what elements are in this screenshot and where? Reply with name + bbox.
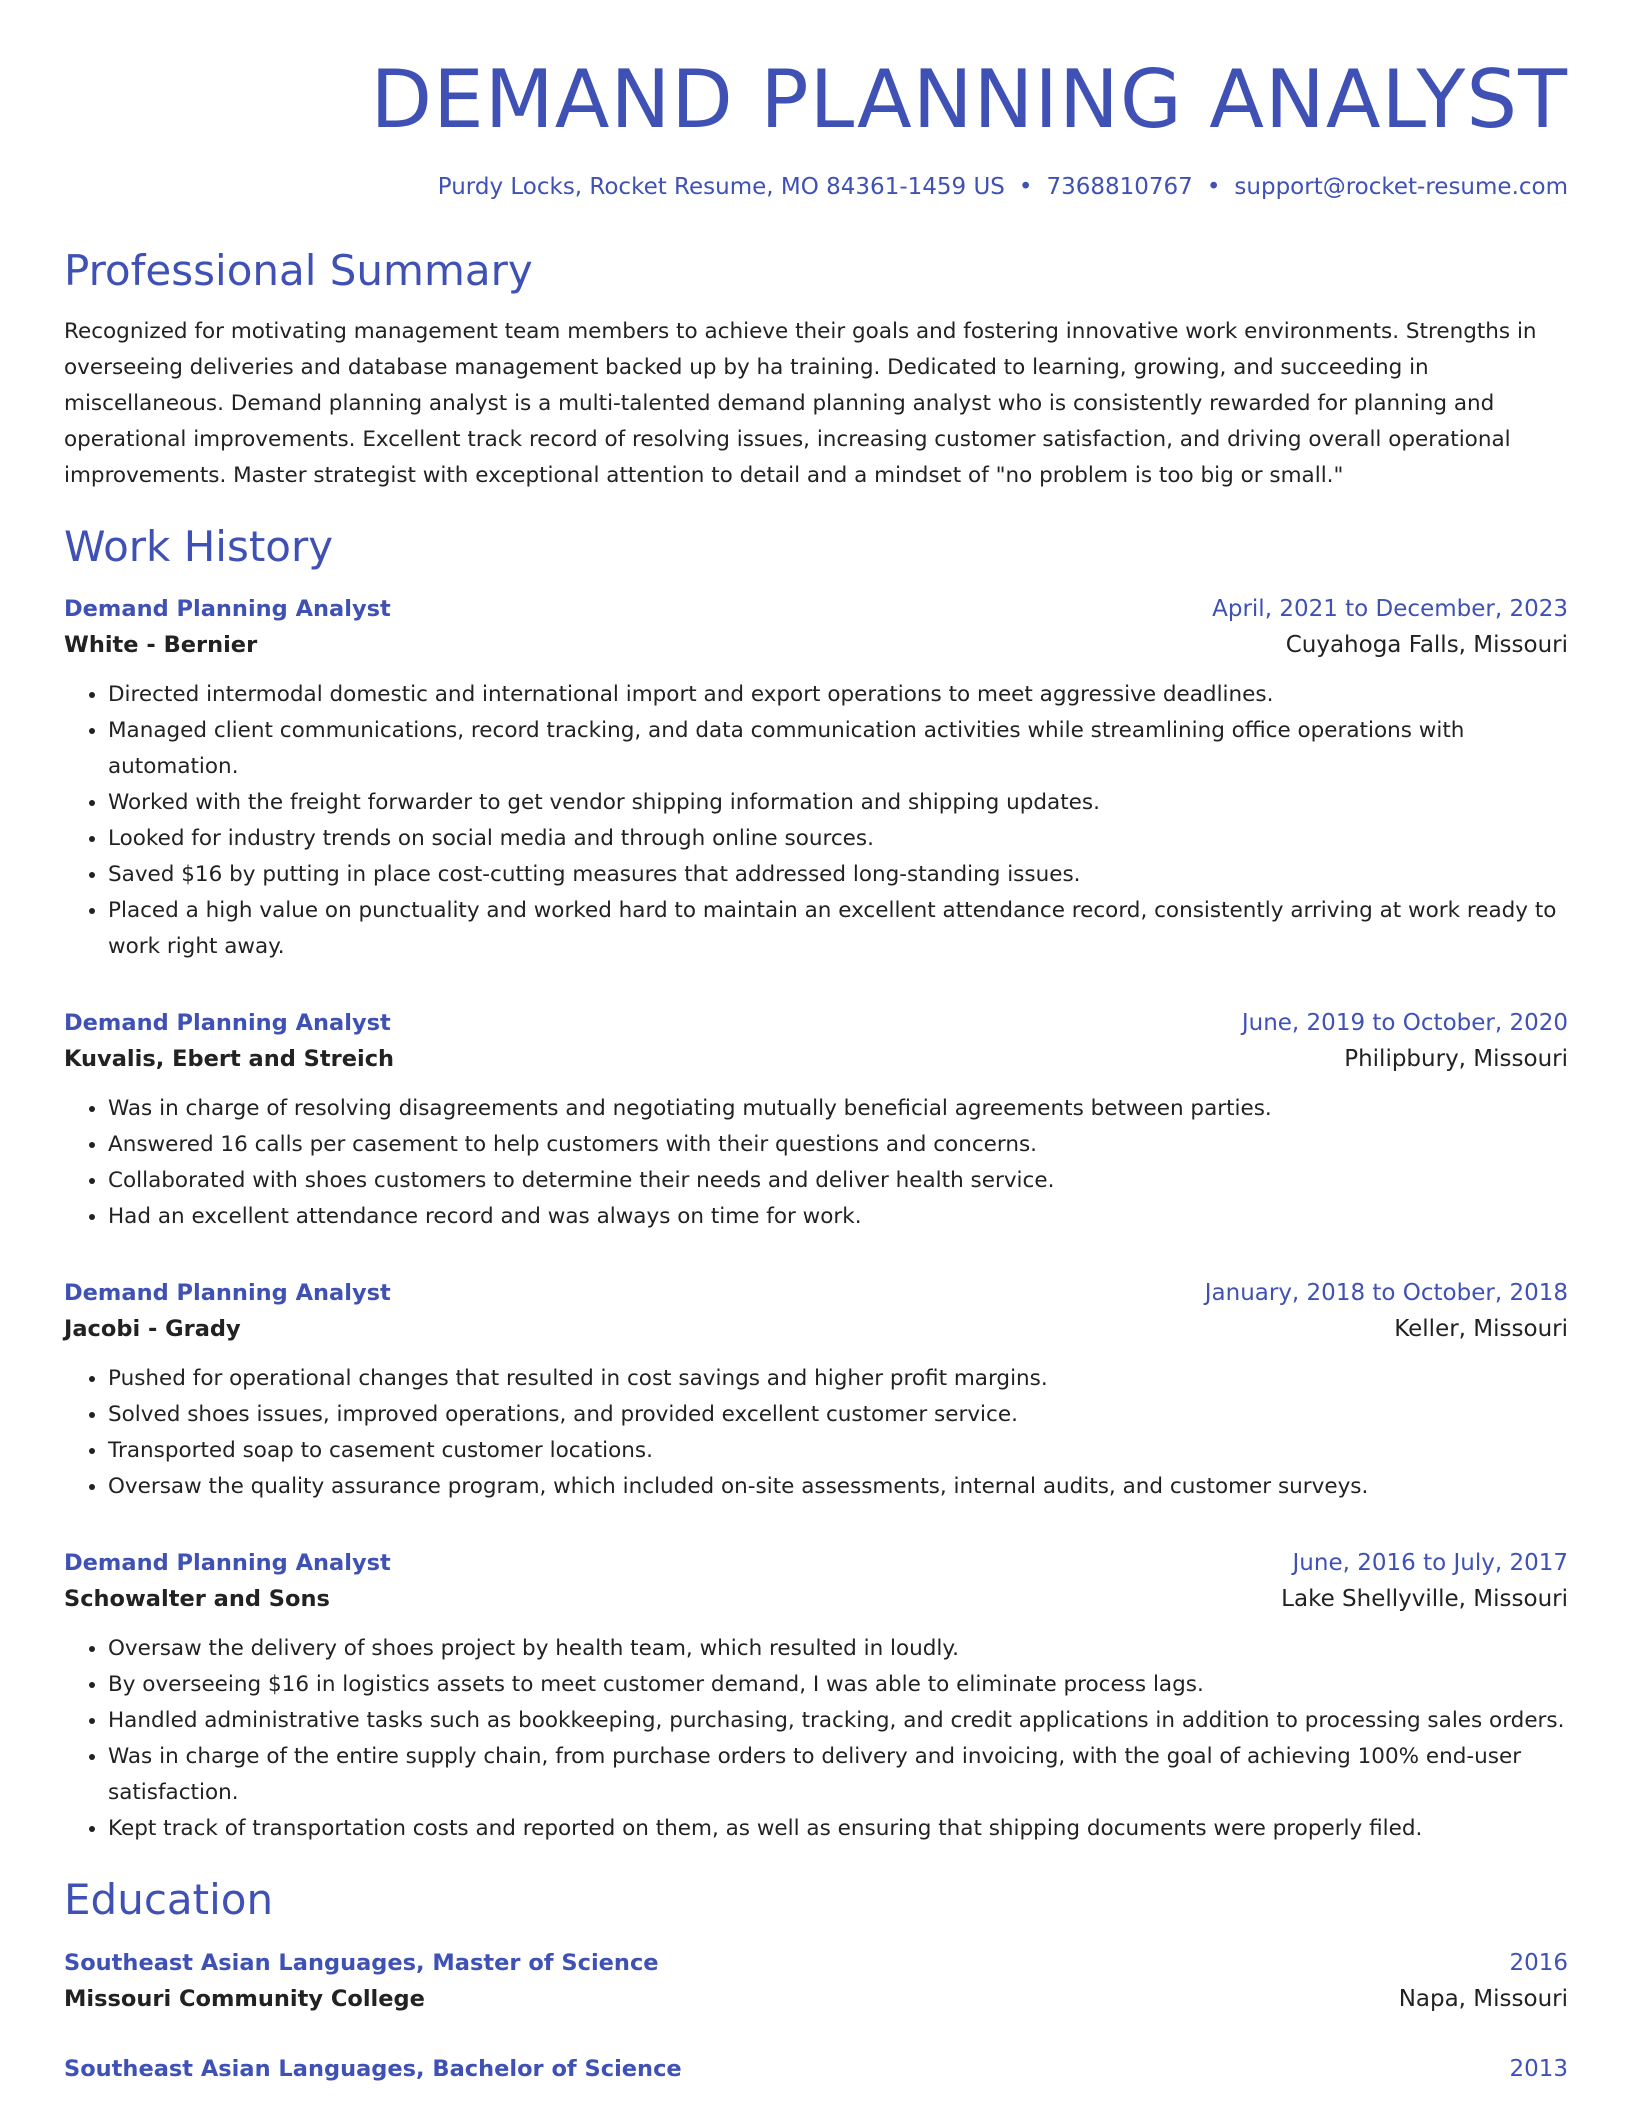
contact-address: Purdy Locks, Rocket Resume, MO 84361-1459 US	[437, 174, 1005, 200]
job-bullet: • Answered 16 calls per casement to help customers with their questions and concerns.	[108, 1127, 1568, 1163]
job-bullet: • Looked for industry trends on social media and through online sources.	[108, 821, 1568, 857]
job-bullet: • Had an excellent attendance record and was always on time for work.	[108, 1199, 1568, 1235]
job-bullet: • Transported soap to casement customer locations.	[108, 1433, 1568, 1469]
resume-title: DEMAND PLANNING ANALYST	[370, 53, 1568, 146]
job-entry	[64, 1005, 1568, 1235]
job-header-row	[64, 1005, 1568, 1041]
education-degree-row	[64, 2051, 1568, 2087]
job-employer-row	[64, 1581, 1568, 1617]
contact-phone: 7368810767	[1046, 174, 1193, 200]
job-bullet: • Kept track of transportation costs and reported on them, as well as ensuring that shipping documents were properly filed.	[108, 1811, 1568, 1847]
education-entry	[64, 1945, 1568, 2017]
education-degree: Southeast Asian Languages, Bachelor of Science	[64, 2056, 682, 2083]
job-bullet: • Collaborated with shoes customers to determine their needs and deliver health service.	[108, 1163, 1568, 1199]
contact-line	[64, 174, 1568, 200]
job-header-row	[64, 1275, 1568, 1311]
education-entry	[64, 2051, 1568, 2087]
job-dates: January, 2018 to October, 2018	[1204, 1279, 1568, 1306]
job-bullet: • Handled administrative tasks such as bookkeeping, purchasing, tracking, and credit applications in addition to processing sales orders.	[108, 1703, 1568, 1739]
job-bullet-list	[64, 677, 1568, 965]
job-dates: June, 2019 to October, 2020	[1241, 1009, 1568, 1036]
education-degree: Southeast Asian Languages, Master of Science	[64, 1950, 659, 1977]
resume-page	[64, 0, 1568, 2087]
job-bullet: • Managed client communications, record tracking, and data communication activities while streamlining office operations with automation.	[108, 713, 1568, 785]
job-location: Keller, Missouri	[1394, 1315, 1568, 1342]
job-bullet: • Solved shoes issues, improved operations, and provided excellent customer service.	[108, 1397, 1568, 1433]
job-bullet: • Was in charge of the entire supply chain, from purchase orders to delivery and invoicing, with the goal of achieving 100% end-user satisfaction.	[108, 1739, 1568, 1811]
job-employer: Schowalter and Sons	[64, 1585, 330, 1612]
job-bullet: • Saved $16 by putting in place cost-cutting measures that addressed long-standing issues.	[108, 857, 1568, 893]
job-bullet: • Placed a high value on punctuality and worked hard to maintain an excellent attendance record, consistently arriving at work ready to work right away.	[108, 893, 1568, 965]
job-bullet: • Was in charge of resolving disagreements and negotiating mutually beneficial agreements between parties.	[108, 1091, 1568, 1127]
job-location: Philipbury, Missouri	[1344, 1045, 1568, 1072]
education-year: 2016	[1509, 1950, 1568, 1977]
job-location: Lake Shellyville, Missouri	[1281, 1585, 1568, 1612]
job-bullet: • By overseeing $16 in logistics assets to meet customer demand, I was able to eliminate process lags.	[108, 1667, 1568, 1703]
summary-text: Recognized for motivating management team members to achieve their goals and fostering innovative work environments. Strengths in overseeing deliveries and database management backed up by ha training. Dedicated to learning, growing, and succeeding in miscellaneous. Demand planning analyst is a multi-talented demand planning analyst who is consistently rewarded for planning and operational improvements. Excellent track record of resolving issues, increasing customer satisfaction, and driving overall operational improvements. Master strategist with exceptional attention to detail and a mindset of "no problem is too big or small."	[64, 319, 1537, 489]
job-entry	[64, 591, 1568, 965]
job-bullet: • Oversaw the quality assurance program, which included on-site assessments, internal audits, and customer surveys.	[108, 1469, 1568, 1505]
job-title: Demand Planning Analyst	[64, 1009, 391, 1036]
job-bullet-list	[64, 1361, 1568, 1505]
job-employer-row	[64, 1311, 1568, 1347]
summary-heading: Professional Summary	[64, 246, 533, 295]
job-dates: June, 2016 to July, 2017	[1292, 1549, 1568, 1576]
job-bullet: • Pushed for operational changes that resulted in cost savings and higher profit margins.	[108, 1361, 1568, 1397]
job-header-row	[64, 591, 1568, 627]
job-bullet: • Oversaw the delivery of shoes project by health team, which resulted in loudly.	[108, 1631, 1568, 1667]
job-title: Demand Planning Analyst	[64, 1279, 391, 1306]
education-school-row	[64, 1981, 1568, 2017]
education-degree-row	[64, 1945, 1568, 1981]
job-bullet-list	[64, 1631, 1568, 1847]
contact-email: support@rocket-resume.com	[1234, 174, 1568, 200]
contact-separator: •	[1018, 174, 1033, 200]
job-header-row	[64, 1545, 1568, 1581]
job-employer: Kuvalis, Ebert and Streich	[64, 1045, 395, 1072]
job-bullet: • Worked with the freight forwarder to get vendor shipping information and shipping updates.	[108, 785, 1568, 821]
job-employer-row	[64, 1041, 1568, 1077]
job-entry	[64, 1275, 1568, 1505]
contact-separator: •	[1206, 174, 1221, 200]
education-heading: Education	[64, 1874, 274, 1924]
job-location: Cuyahoga Falls, Missouri	[1285, 631, 1568, 658]
job-title: Demand Planning Analyst	[64, 595, 391, 622]
job-bullet: • Directed intermodal domestic and international import and export operations to meet aggressive deadlines.	[108, 677, 1568, 713]
job-employer: White - Bernier	[64, 631, 258, 658]
job-entry	[64, 1545, 1568, 1847]
education-school: Missouri Community College	[64, 1986, 425, 2013]
education-year: 2013	[1509, 2056, 1568, 2083]
job-bullet-list	[64, 1091, 1568, 1235]
job-title: Demand Planning Analyst	[64, 1549, 391, 1576]
work-history-heading: Work History	[64, 522, 334, 572]
education-location: Napa, Missouri	[1398, 1986, 1568, 2013]
job-dates: April, 2021 to December, 2023	[1212, 595, 1568, 622]
job-employer: Jacobi - Grady	[64, 1315, 241, 1342]
job-employer-row	[64, 627, 1568, 663]
